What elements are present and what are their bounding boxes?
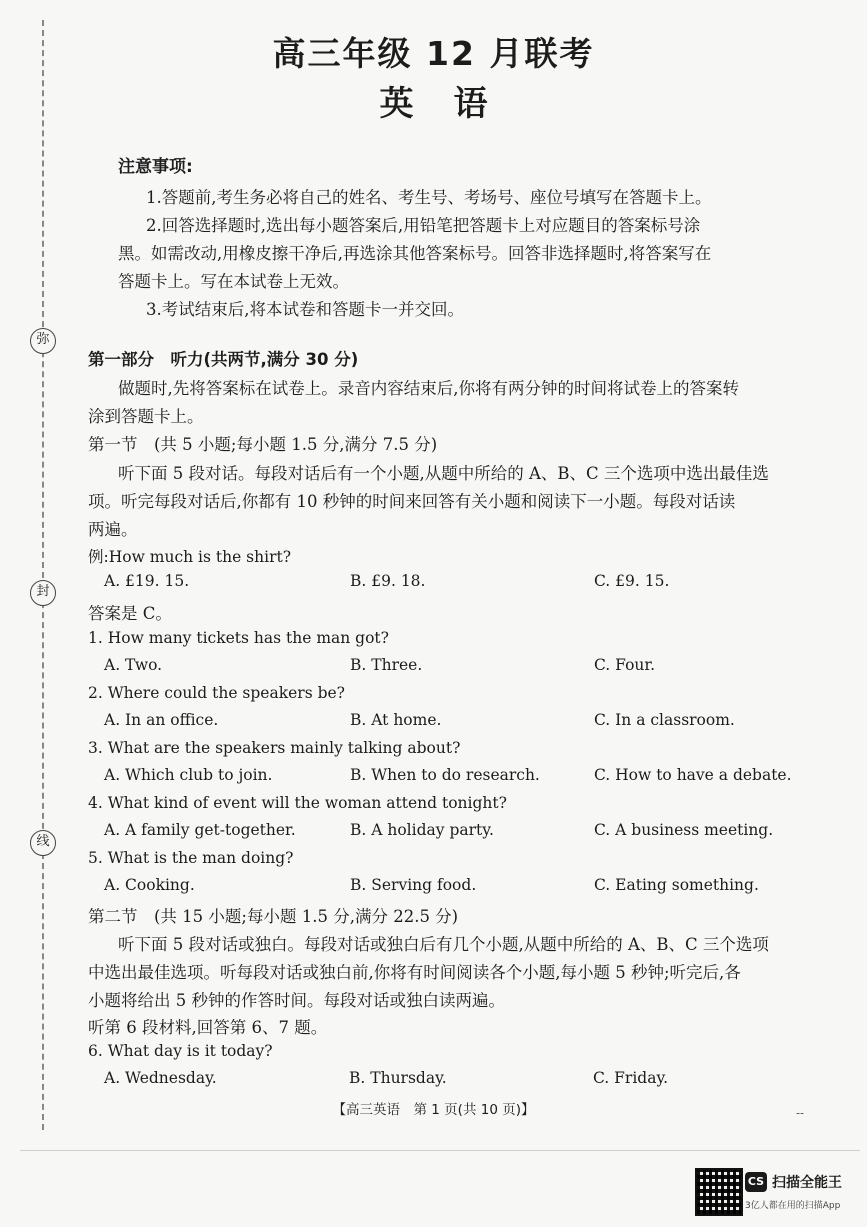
section1-instruction: 听下面 5 段对话。每段对话后有一个小题,从题中所给的 A、B、C 三个选项中选出最佳选	[118, 464, 769, 483]
section1-instruction: 两遍。	[88, 520, 138, 539]
q3-option-b: B. When to do research.	[350, 766, 540, 784]
section1-heading: 第一节 (共 5 小题;每小题 1.5 分,满分 7.5 分)	[88, 435, 438, 454]
question-2: 2. Where could the speakers be?	[88, 684, 345, 702]
scanner-app-name: 扫描全能王	[772, 1175, 842, 1191]
q2-option-c: C. In a classroom.	[594, 711, 735, 729]
q1-option-c: C. Four.	[594, 656, 656, 674]
seal-mark-mi: 弥	[30, 328, 56, 354]
q5-option-c: C. Eating something.	[594, 876, 759, 894]
q3-option-c: C. How to have a debate.	[594, 766, 792, 784]
notice-heading: 注意事项:	[118, 157, 193, 177]
footer-dash: --	[796, 1106, 805, 1120]
material-note: 听第 6 段材料,回答第 6、7 题。	[88, 1018, 328, 1037]
notice-line: 答题卡上。写在本试卷上无效。	[118, 272, 349, 291]
q4-option-b: B. A holiday party.	[350, 821, 494, 839]
q3-option-a: A. Which club to join.	[104, 766, 273, 784]
qr-code-icon	[695, 1168, 743, 1216]
q4-option-c: C. A business meeting.	[594, 821, 774, 839]
question-6: 6. What day is it today?	[88, 1042, 273, 1060]
section2-instruction: 中选出最佳选项。听每段对话或独白前,你将有时间阅读各个小题,每小题 5 秒钟;听完后,各	[88, 963, 741, 982]
q1-option-a: A. Two.	[104, 656, 163, 674]
q2-option-a: A. In an office.	[104, 711, 219, 729]
binding-dashed-line	[42, 20, 44, 1130]
notice-line: 3.考试结束后,将本试卷和答题卡一并交回。	[146, 300, 464, 319]
notice-line: 2.回答选择题时,选出每小题答案后,用铅笔把答题卡上对应题目的答案标号涂	[146, 216, 701, 235]
question-5: 5. What is the man doing?	[88, 849, 294, 867]
example-option-c: C. £9. 15.	[594, 572, 670, 590]
q6-option-c: C. Friday.	[593, 1069, 669, 1087]
question-4: 4. What kind of event will the woman attend tonight?	[88, 794, 507, 812]
part1-intro-line: 做题时,先将答案标在试卷上。录音内容结束后,你将有两分钟的时间将试卷上的答案转	[118, 379, 739, 398]
q5-option-b: B. Serving food.	[350, 876, 477, 894]
camscanner-logo-icon: CS	[745, 1172, 767, 1192]
seal-mark-feng: 封	[30, 580, 56, 606]
q5-option-a: A. Cooking.	[104, 876, 195, 894]
q6-option-b: B. Thursday.	[349, 1069, 447, 1087]
question-1: 1. How many tickets has the man got?	[88, 629, 389, 647]
page-footer: 【高三英语 第 1 页(共 10 页)】	[332, 1102, 535, 1118]
exam-subject: 英语	[379, 84, 528, 124]
part1-heading: 第一部分 听力(共两节,满分 30 分)	[88, 350, 359, 369]
section2-instruction: 听下面 5 段对话或独白。每段对话或独白后有几个小题,从题中所给的 A、B、C 三个选项	[118, 935, 769, 954]
example-option-a: A. £19. 15.	[104, 572, 190, 590]
exam-title: 高三年级 12 月联考	[272, 34, 595, 73]
scan-divider	[20, 1150, 860, 1151]
question-3: 3. What are the speakers mainly talking about?	[88, 739, 461, 757]
scanner-tagline: 3亿人都在用的扫描App	[745, 1201, 841, 1211]
example-question: 例:How much is the shirt?	[88, 548, 292, 566]
part1-intro-line: 涂到答题卡上。	[88, 407, 204, 426]
section2-instruction: 小题将给出 5 秒钟的作答时间。每段对话或独白读两遍。	[88, 991, 505, 1010]
q6-option-a: A. Wednesday.	[104, 1069, 217, 1087]
seal-mark-xian: 线	[30, 830, 56, 856]
section1-instruction: 项。听完每段对话后,你都有 10 秒钟的时间来回答有关小题和阅读下一小题。每段对话读	[88, 492, 736, 511]
q1-option-b: B. Three.	[350, 656, 423, 674]
section2-heading: 第二节 (共 15 小题;每小题 1.5 分,满分 22.5 分)	[88, 907, 459, 926]
q2-option-b: B. At home.	[350, 711, 442, 729]
example-option-b: B. £9. 18.	[350, 572, 426, 590]
notice-line: 黑。如需改动,用橡皮擦干净后,再选涂其他答案标号。回答非选择题时,将答案写在	[118, 244, 712, 263]
q4-option-a: A. A family get-together.	[104, 821, 296, 839]
notice-line: 1.答题前,考生务必将自己的姓名、考生号、考场号、座位号填写在答题卡上。	[146, 188, 712, 207]
example-answer: 答案是 C。	[88, 604, 172, 623]
